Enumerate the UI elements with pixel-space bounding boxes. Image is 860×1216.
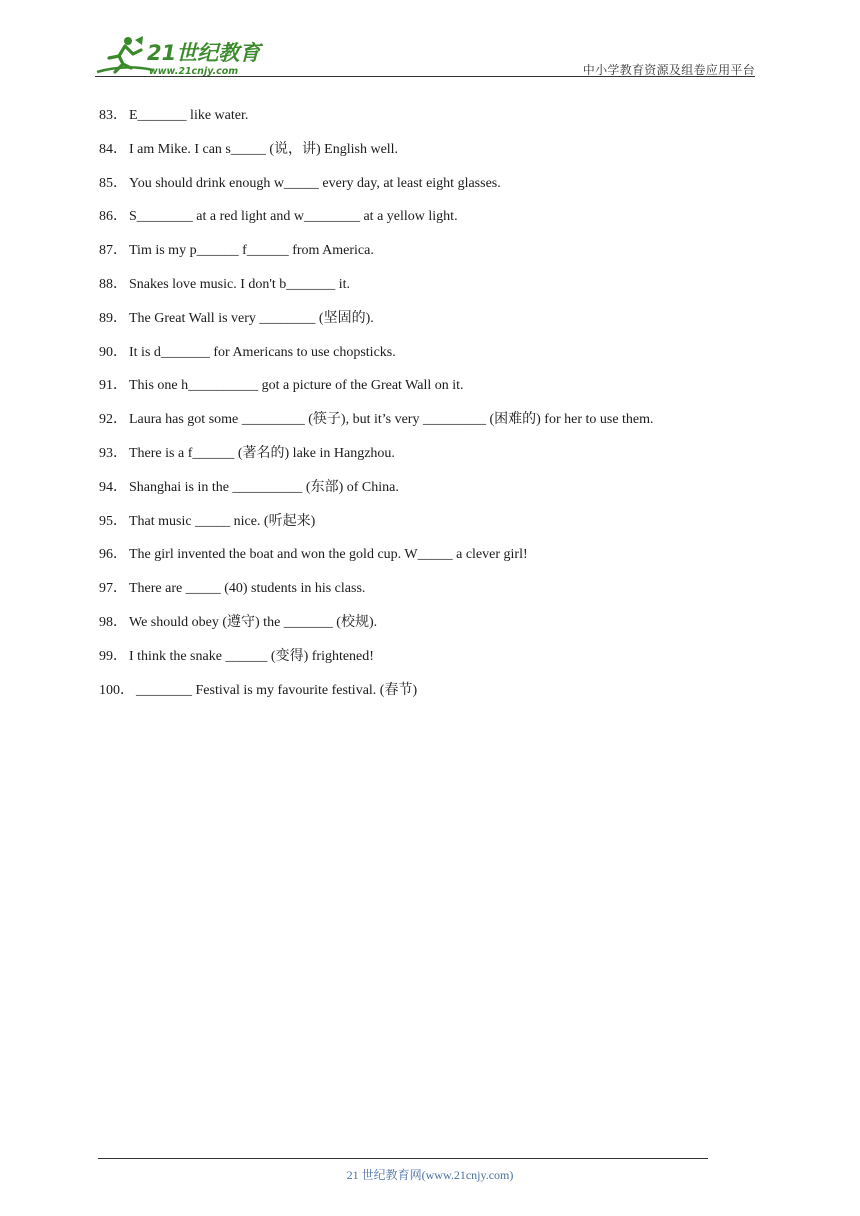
header-platform-name: 中小学教育资源及组卷应用平台	[582, 63, 755, 77]
question-text: There are _____ (40) students in his class.	[129, 581, 366, 597]
question-text: The girl invented the boat and won the gold cup. W_____ a clever girl!	[129, 547, 528, 563]
question-number: 96．	[99, 547, 127, 563]
question-number: 98．	[99, 614, 127, 630]
question-text: This one h__________ got a picture of the Great Wall on it.	[129, 378, 464, 394]
logo-21cnjy	[95, 34, 265, 78]
question-item	[99, 174, 739, 208]
question-text: Tim is my p______ f______ from America.	[129, 243, 374, 259]
question-item	[99, 545, 739, 579]
question-item	[99, 241, 739, 275]
question-number: 95．	[99, 513, 127, 529]
question-number: 88．	[99, 276, 127, 292]
question-item	[99, 275, 739, 309]
question-number: 94．	[99, 479, 127, 495]
question-item	[99, 681, 739, 715]
question-text: E_______ like water.	[129, 108, 249, 123]
question-item	[99, 207, 739, 241]
question-item	[99, 478, 739, 512]
page-header	[95, 34, 755, 78]
question-item	[99, 647, 739, 681]
svg-text:www.21cnjy.com: www.21cnjy.com	[149, 66, 239, 77]
question-number: 93．	[99, 445, 127, 461]
question-text: Laura has got some _________ (筷子), but it’s very _________ (困难的) for her to use them.	[129, 412, 654, 428]
question-item	[99, 613, 739, 647]
question-item	[99, 512, 739, 546]
header-divider	[95, 76, 755, 77]
question-text: That music _____ nice. (听起来)	[129, 513, 316, 529]
question-item	[99, 106, 739, 140]
footer-divider	[98, 1158, 708, 1159]
question-item	[99, 444, 739, 478]
question-number: 86．	[99, 209, 127, 225]
question-text: Shanghai is in the __________ (东部) of China.	[129, 479, 399, 495]
question-number: 90．	[99, 344, 127, 360]
footer-site-link[interactable]: 21 世纪教育网(www.21cnjy.com)	[346, 1168, 514, 1182]
question-text: It is d_______ for Americans to use chopsticks.	[129, 344, 396, 360]
question-item	[99, 309, 739, 343]
question-item	[99, 579, 739, 613]
question-text: We should obey (遵守) the _______ (校规).	[129, 614, 378, 630]
question-item	[99, 140, 739, 174]
question-text: The Great Wall is very ________ (坚固的).	[129, 310, 374, 326]
question-number: 87．	[99, 243, 127, 259]
question-number: 97．	[99, 581, 127, 597]
question-number: 84．	[99, 141, 127, 157]
svg-text:21世纪教育: 21世纪教育	[147, 41, 261, 65]
question-number: 99．	[99, 648, 127, 664]
question-item	[99, 376, 739, 410]
question-text: Snakes love music. I don't b_______ it.	[129, 276, 351, 292]
question-number: 89．	[99, 310, 127, 326]
question-text: I am Mike. I can s_____ (说，讲) English well.	[129, 141, 399, 157]
question-number: 91．	[99, 378, 127, 394]
question-number: 85．	[99, 175, 127, 191]
question-item	[99, 343, 739, 377]
question-text: I think the snake ______ (变得) frightened!	[129, 648, 374, 664]
question-text: There is a f______ (著名的) lake in Hangzhou.	[129, 445, 395, 461]
question-item	[99, 410, 739, 444]
question-number: 92．	[99, 412, 127, 428]
question-number: 100．	[99, 682, 134, 698]
question-text: You should drink enough w_____ every day, at least eight glasses.	[129, 175, 501, 191]
question-text: ________ Festival is my favourite festival. (春节)	[136, 682, 418, 698]
question-number: 83．	[99, 108, 127, 123]
question-text: S________ at a red light and w________ at a yellow light.	[129, 209, 458, 225]
question-list	[99, 106, 739, 714]
